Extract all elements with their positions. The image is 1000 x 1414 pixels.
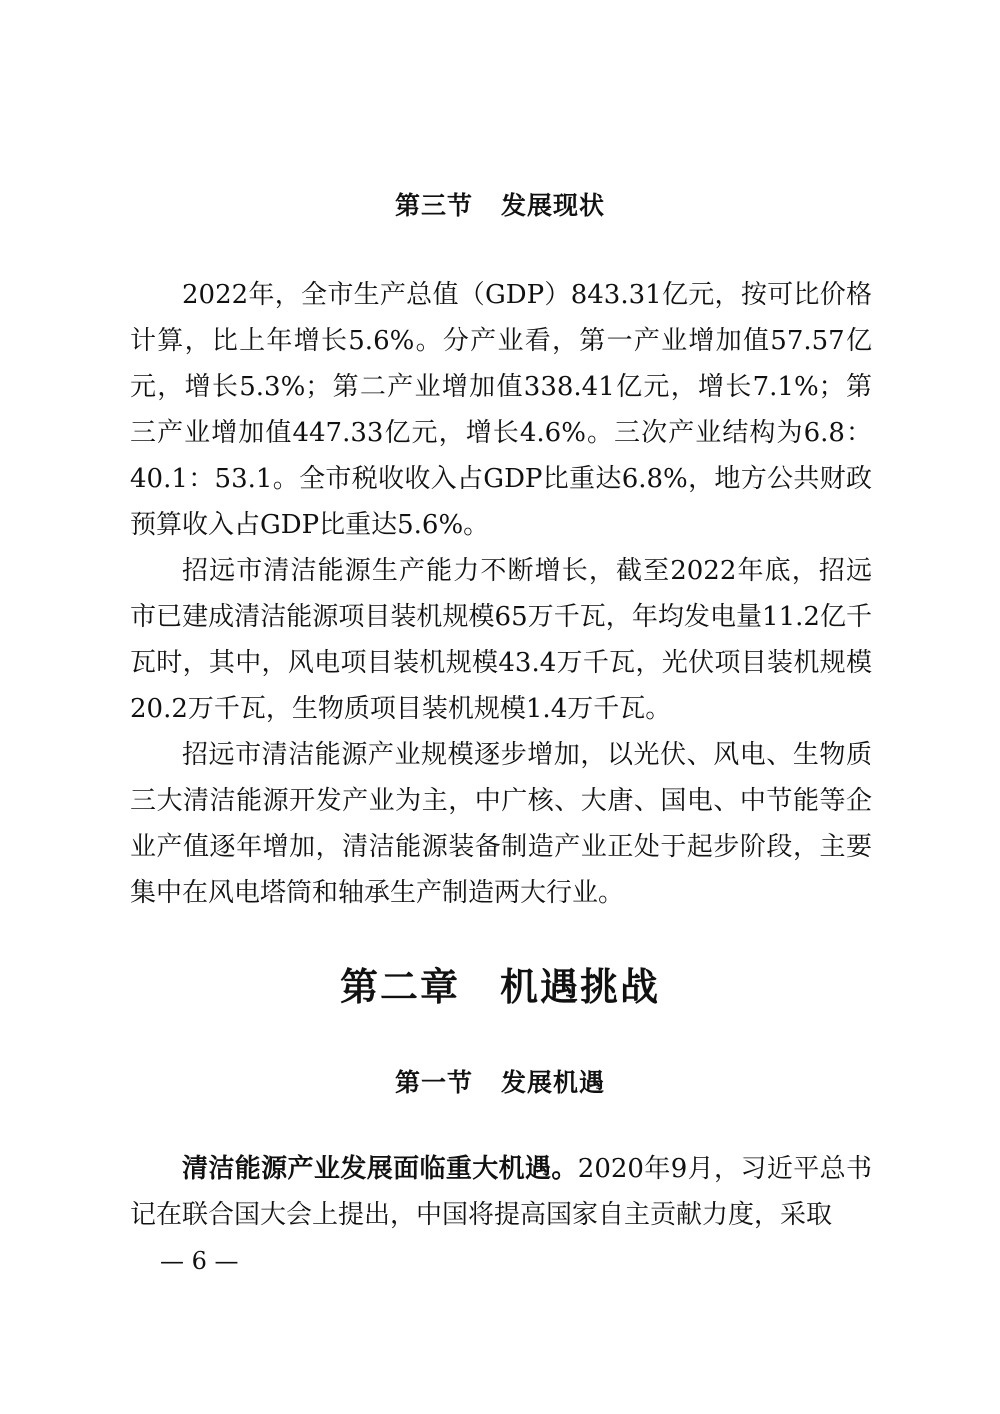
section-heading-current-status [0, 186, 1000, 222]
chapter-heading [0, 956, 1000, 1011]
paragraph-capacity: 招远市清洁能源生产能力不断增长，截至2022年底，招远市已建成清洁能源项目装机规模65万千瓦，年均发电量11.2亿千瓦时，其中，风电项目装机规模43.4万千瓦，光伏项目装机规模20.2万千瓦，生物质项目装机规模1.4万千瓦。 [130, 556, 872, 724]
section-number: 第三节 [394, 191, 473, 220]
paragraph-lead-sentence: 清洁能源产业发展面临重大机遇。 [182, 1154, 578, 1184]
paragraph-body: 2020年9月，习近平总书记在联合国大会上提出，中国将提高国家自主贡献力度，采取 [130, 1154, 872, 1230]
chapter-number: 第二章 [339, 965, 460, 1009]
paragraph-opportunity [130, 1146, 872, 1238]
page-number: — 6 — [160, 1247, 239, 1275]
section-number: 第一节 [394, 1068, 473, 1097]
paragraph-economy: 2022年，全市生产总值（GDP）843.31亿元，按可比价格计算，比上年增长5.6%。分产业看，第一产业增加值57.57亿元，增长5.3%；第二产业增加值338.41亿元，增长7.1%；第三产业增加值447.33亿元，增长4.6%。三次产业结构为6.8：40.1：53.1。全市税收收入占GDP比重达6.8%，地方公共财政预算收入占GDP比重达5.6%。 [130, 280, 872, 540]
paragraph-industry-scale: 招远市清洁能源产业规模逐步增加，以光伏、风电、生物质三大清洁能源开发产业为主，中广核、大唐、国电、中节能等企业产值逐年增加，清洁能源装备制造产业正处于起步阶段，主要集中在风电塔筒和轴承生产制造两大行业。 [130, 740, 872, 908]
chapter-title: 机遇挑战 [500, 965, 661, 1009]
section-title: 发展机遇 [501, 1068, 606, 1097]
section-title: 发展现状 [501, 191, 606, 220]
section-heading-opportunities [0, 1063, 1000, 1099]
